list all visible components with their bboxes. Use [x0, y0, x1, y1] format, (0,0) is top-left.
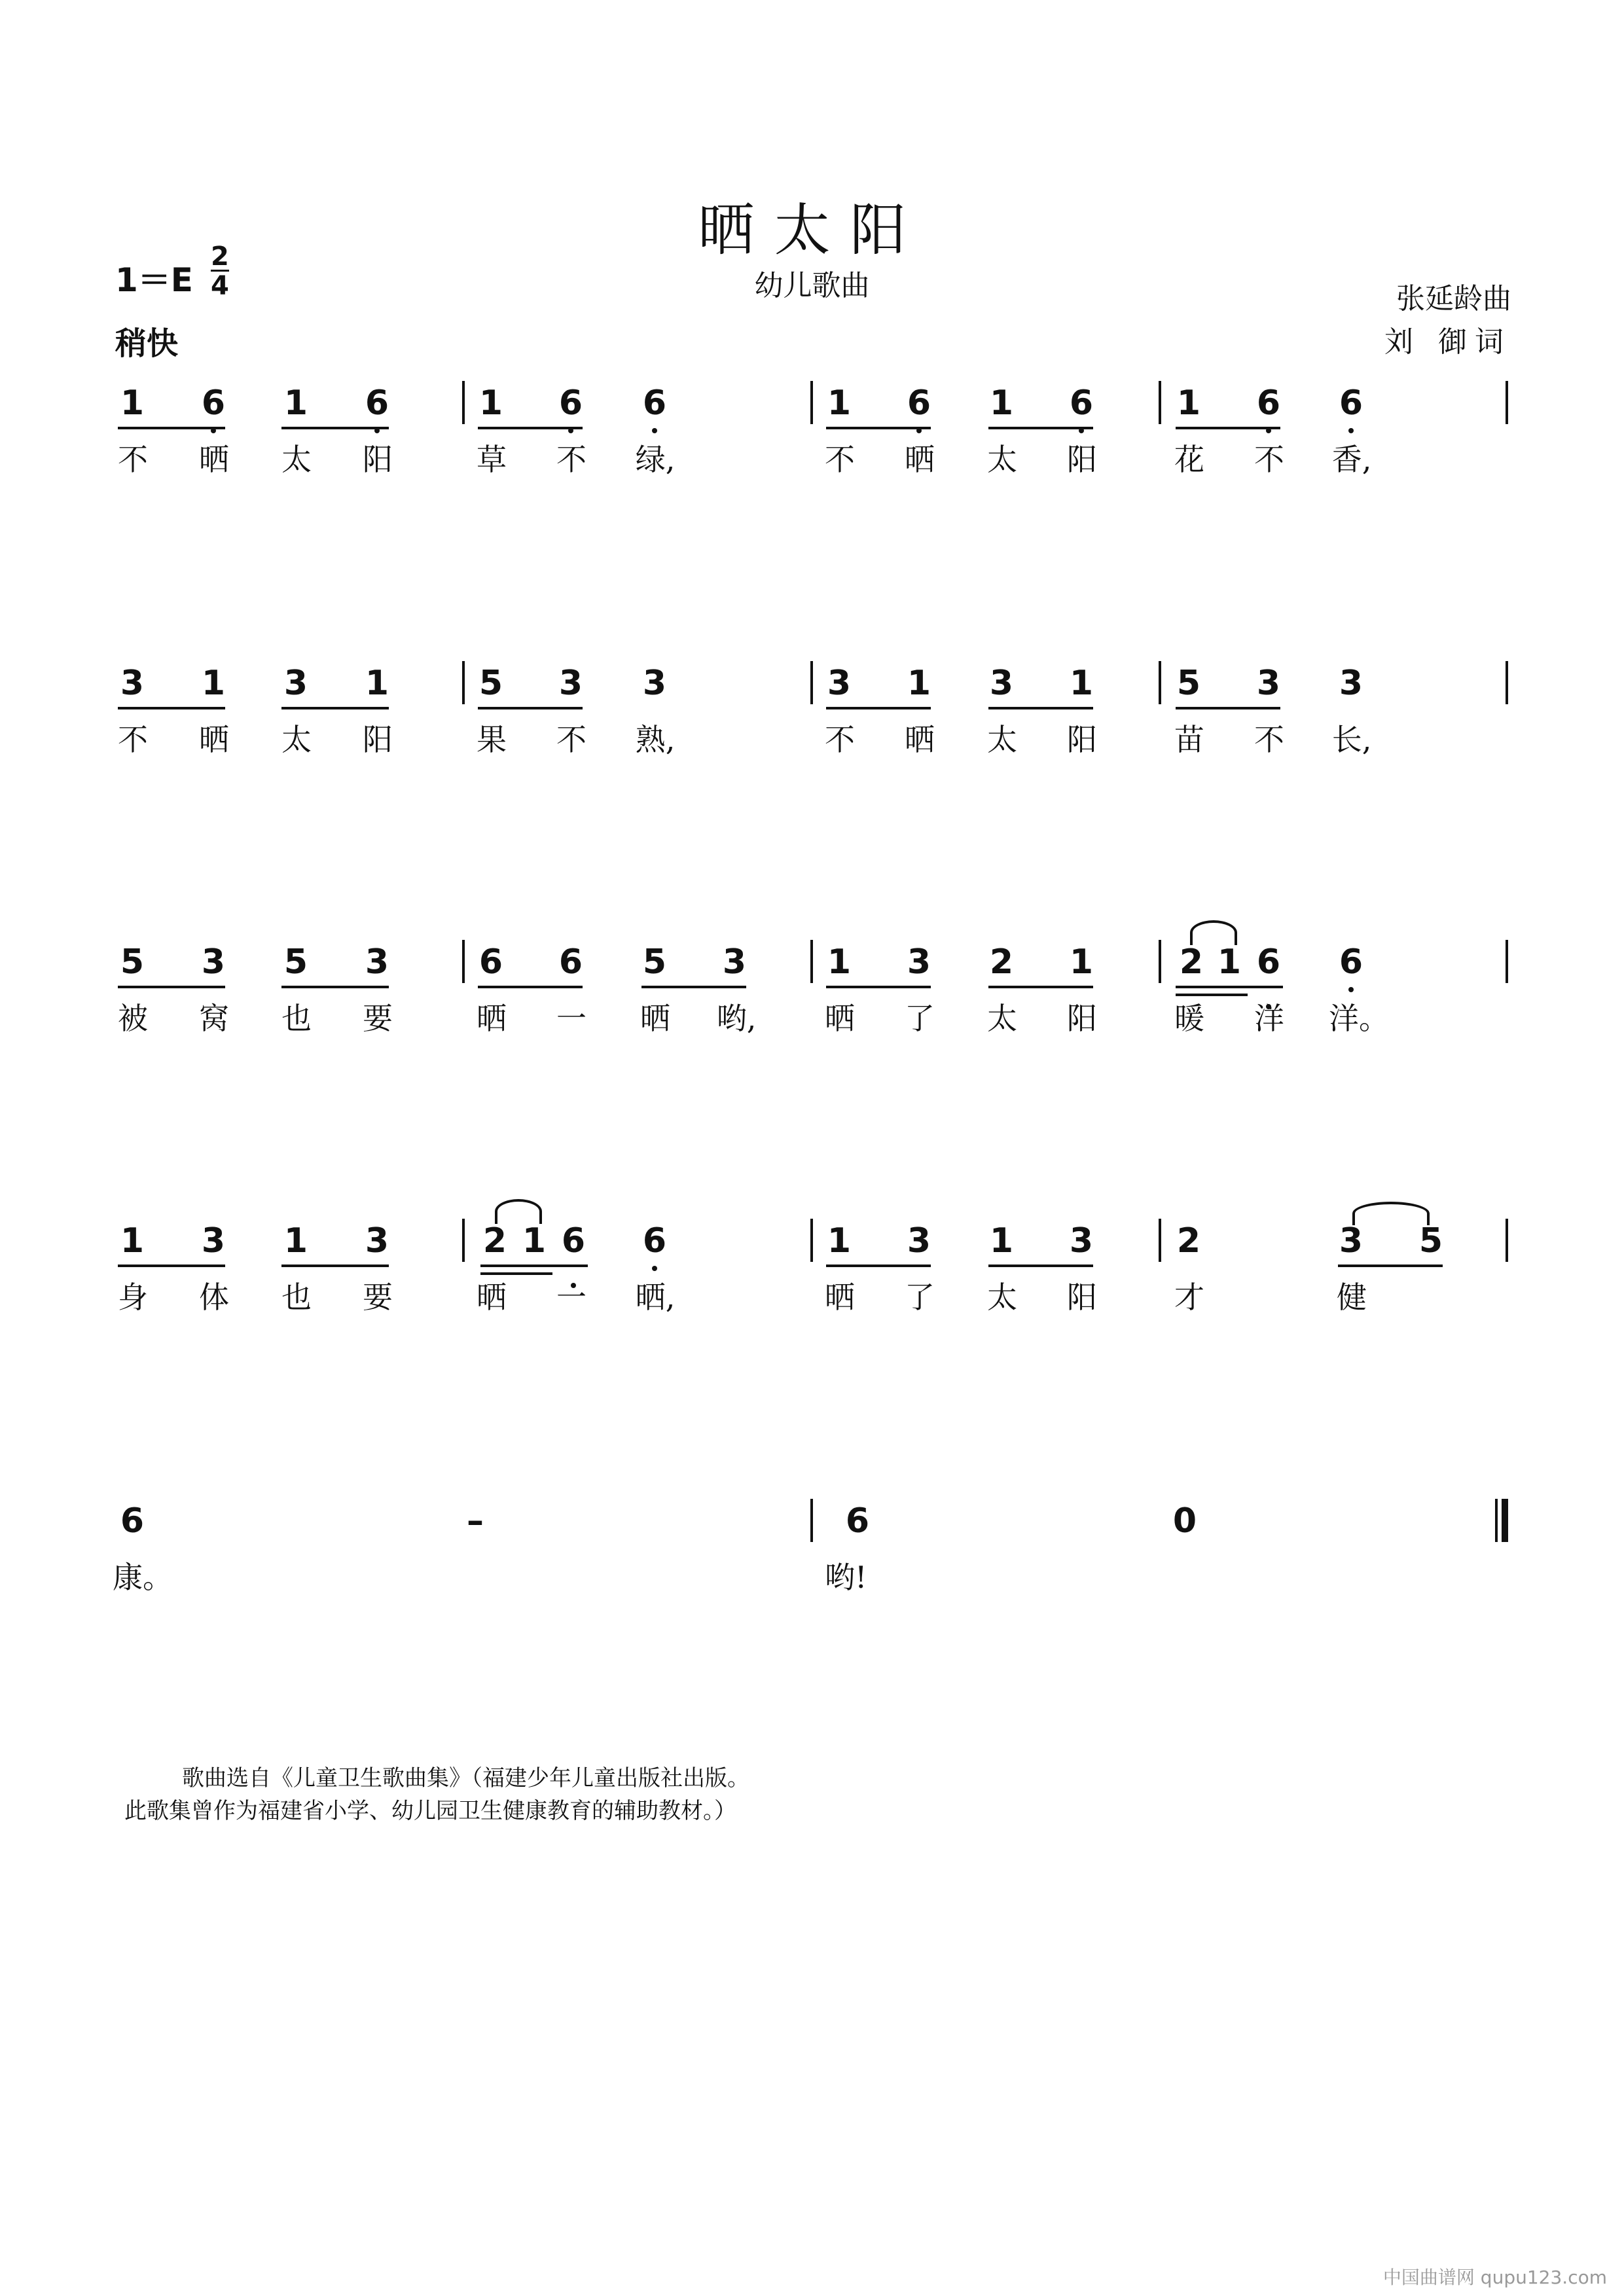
lyricist-credit: 刘 御词: [1384, 325, 1511, 359]
lyric: 阳: [1067, 1280, 1097, 1315]
note: 6: [642, 384, 667, 423]
barline: [1159, 940, 1161, 983]
lyric: 晒,: [635, 1280, 676, 1315]
final-barline-thick: [1502, 1499, 1508, 1542]
footnote: 歌曲选自《儿童卫生歌曲集》（福建少年儿童出版社出版。此歌集曾作为福建省小学、幼儿园卫生健康教育的辅助教材。）: [124, 1765, 749, 1824]
note: 1: [989, 384, 1014, 423]
lyric: 一: [556, 1001, 586, 1036]
note: 1: [1217, 942, 1242, 982]
lyric: 了: [905, 1001, 935, 1036]
beam: [1176, 427, 1280, 429]
lyric: 不: [825, 442, 855, 477]
note: 6: [907, 384, 931, 423]
note: 1: [522, 1221, 547, 1261]
beam: [826, 986, 931, 988]
lyric: 不: [825, 722, 855, 757]
note: 3: [1256, 664, 1281, 703]
lyric: 晒: [905, 442, 935, 477]
score-system-3: [0, 940, 1624, 1058]
lyric: 太: [987, 1280, 1017, 1315]
lyric: 体: [199, 1280, 229, 1315]
note: 3: [120, 664, 145, 703]
beam: [480, 1265, 588, 1267]
note: 1: [283, 1221, 308, 1261]
note: 6: [845, 1501, 870, 1541]
beam: [281, 707, 389, 709]
beam: [988, 427, 1093, 429]
lyric: 太: [281, 722, 312, 757]
barline: [1159, 661, 1161, 704]
beam: [281, 1265, 389, 1267]
time-signature: [211, 243, 229, 299]
lyric: 晒: [640, 1001, 670, 1036]
lyric: 长,: [1331, 722, 1372, 757]
lyric: 哟,: [716, 1001, 757, 1036]
barline: [810, 661, 813, 704]
note: 1: [1069, 664, 1094, 703]
beam: [478, 707, 583, 709]
note: 1: [120, 384, 145, 423]
note: 6: [558, 384, 583, 423]
lyric: 晒: [825, 1280, 855, 1315]
beam-double: [480, 1272, 552, 1275]
note: 2: [1179, 942, 1204, 982]
lyric: 阳: [1067, 442, 1097, 477]
beam: [988, 1265, 1093, 1267]
note: 6: [1256, 384, 1281, 423]
lyric: 哟!: [825, 1560, 867, 1595]
beam: [826, 427, 931, 429]
lyric: 晒: [477, 1001, 507, 1036]
note: 6: [561, 1221, 586, 1261]
slur: [495, 1199, 542, 1224]
lyric: 要: [363, 1001, 393, 1036]
note: 6: [1339, 384, 1363, 423]
beam: [641, 986, 746, 988]
lyric: 窝: [199, 1001, 229, 1036]
beam: [826, 1265, 931, 1267]
lyric: 草: [477, 442, 507, 477]
note: 3: [201, 942, 226, 982]
beam: [118, 427, 225, 429]
beam: [988, 707, 1093, 709]
barline: [810, 940, 813, 983]
lyric: 一: [556, 1280, 586, 1315]
note: 3: [642, 664, 667, 703]
beam: [478, 427, 583, 429]
note: 3: [907, 942, 931, 982]
lyric: 不: [118, 442, 148, 477]
note: 3: [283, 664, 308, 703]
note: 3: [722, 942, 747, 982]
note: 6: [642, 1221, 667, 1261]
lyric: 洋。: [1329, 1001, 1389, 1036]
score-system-4: [0, 1219, 1624, 1336]
barline: [1159, 1219, 1161, 1262]
note: 6: [120, 1501, 145, 1541]
note: 1: [120, 1221, 145, 1261]
barline: [462, 661, 465, 704]
lyric: 阳: [1067, 1001, 1097, 1036]
lyric: 也: [281, 1280, 312, 1315]
note: 6: [1069, 384, 1094, 423]
score-system-2: [0, 661, 1624, 779]
barline: [462, 940, 465, 983]
lyric: 才: [1174, 1280, 1204, 1315]
low-octave-dot: [652, 428, 657, 433]
lyric: 熟,: [635, 722, 676, 757]
tempo-marking: 稍快: [115, 325, 179, 362]
note: 5: [283, 942, 308, 982]
note: 1: [365, 664, 389, 703]
note: 3: [365, 942, 389, 982]
beam: [478, 986, 583, 988]
note: 5: [1176, 664, 1201, 703]
note: –: [467, 1501, 484, 1541]
slur: [1352, 1202, 1430, 1225]
lyric: 要: [363, 1280, 393, 1315]
note: 6: [558, 942, 583, 982]
lyric: 也: [281, 1001, 312, 1036]
note: 2: [482, 1221, 507, 1261]
lyric: 不: [556, 722, 586, 757]
note: 3: [365, 1221, 389, 1261]
note: 3: [1339, 664, 1363, 703]
lyric: 晒: [905, 722, 935, 757]
note: 6: [365, 384, 389, 423]
note: 3: [201, 1221, 226, 1261]
beam: [988, 986, 1093, 988]
lyric: 阳: [363, 722, 393, 757]
note: 1: [827, 942, 852, 982]
barline: [1159, 381, 1161, 424]
low-octave-dot: [652, 1266, 657, 1271]
note: 5: [1418, 1221, 1443, 1261]
note: 1: [201, 664, 226, 703]
note: 2: [989, 942, 1014, 982]
note: 2: [1176, 1221, 1201, 1261]
beam: [1176, 986, 1283, 988]
barline: [810, 381, 813, 424]
lyric: 阳: [363, 442, 393, 477]
note: 6: [478, 942, 503, 982]
final-barline-thin: [1495, 1499, 1498, 1542]
lyric: 被: [118, 1001, 148, 1036]
note: 1: [989, 1221, 1014, 1261]
note: 3: [989, 664, 1014, 703]
beam: [118, 1265, 225, 1267]
lyric: 暖: [1174, 1001, 1204, 1036]
barline: [1506, 940, 1508, 983]
note: 3: [827, 664, 852, 703]
note: 3: [1069, 1221, 1094, 1261]
lyric: 晒: [199, 722, 229, 757]
barline: [810, 1219, 813, 1262]
note: 6: [1256, 942, 1281, 982]
slur: [1190, 920, 1237, 945]
lyric: 康。: [113, 1560, 173, 1595]
lyric: 果: [477, 722, 507, 757]
lyric: 太: [281, 442, 312, 477]
note: 3: [907, 1221, 931, 1261]
note: 1: [827, 1221, 852, 1261]
barline: [462, 381, 465, 424]
score-system-1: [0, 381, 1624, 499]
beam-double: [1176, 994, 1248, 996]
note: 1: [827, 384, 852, 423]
score-system-5: [0, 1499, 1624, 1617]
note: 0: [1172, 1501, 1197, 1541]
key-signature: 1＝E: [115, 261, 193, 299]
lyric: 不: [1254, 722, 1284, 757]
beam: [281, 986, 389, 988]
lyric: 晒: [199, 442, 229, 477]
lyric: 花: [1174, 442, 1204, 477]
time-bottom: 4: [211, 271, 229, 301]
lyric: 太: [987, 1001, 1017, 1036]
lyric: 不: [556, 442, 586, 477]
note: 1: [1176, 384, 1201, 423]
lyric: 健: [1337, 1280, 1367, 1315]
lyric: 香,: [1331, 442, 1372, 477]
lyric: 阳: [1067, 722, 1097, 757]
note: 3: [1339, 1221, 1363, 1261]
beam: [118, 986, 225, 988]
beam: [1338, 1265, 1443, 1267]
note: 1: [283, 384, 308, 423]
time-top: 2: [211, 242, 229, 272]
note: 6: [201, 384, 226, 423]
song-subtitle: 幼儿歌曲: [754, 269, 870, 302]
beam: [281, 427, 389, 429]
lyric: 太: [987, 442, 1017, 477]
barline: [462, 1219, 465, 1262]
lyric: 不: [118, 722, 148, 757]
beam: [118, 707, 225, 709]
note: 1: [907, 664, 931, 703]
lyric: 身: [118, 1280, 148, 1315]
barline: [1506, 1219, 1508, 1262]
lyric: 苗: [1174, 722, 1204, 757]
barline: [1506, 381, 1508, 424]
site-watermark: 中国曲谱网 qupu123.com: [1382, 2267, 1607, 2288]
low-octave-dot: [1348, 428, 1354, 433]
lyric: 不: [1254, 442, 1284, 477]
barline: [810, 1499, 813, 1542]
beam: [1176, 707, 1280, 709]
low-octave-dot: [1348, 987, 1354, 992]
lyric: 晒: [825, 1001, 855, 1036]
barline: [1506, 661, 1508, 704]
lyric: 绿,: [635, 442, 676, 477]
lyric: 洋: [1254, 1001, 1284, 1036]
composer-credit: 张延龄曲: [1396, 282, 1511, 315]
lyric: 了: [905, 1280, 935, 1315]
beam: [826, 707, 931, 709]
note: 5: [642, 942, 667, 982]
note: 6: [1339, 942, 1363, 982]
note: 3: [558, 664, 583, 703]
lyric: 晒: [477, 1280, 507, 1315]
song-title: 晒太阳: [698, 198, 926, 263]
note: 5: [120, 942, 145, 982]
lyric: 太: [987, 722, 1017, 757]
note: 5: [478, 664, 503, 703]
note: 1: [1069, 942, 1094, 982]
note: 1: [478, 384, 503, 423]
